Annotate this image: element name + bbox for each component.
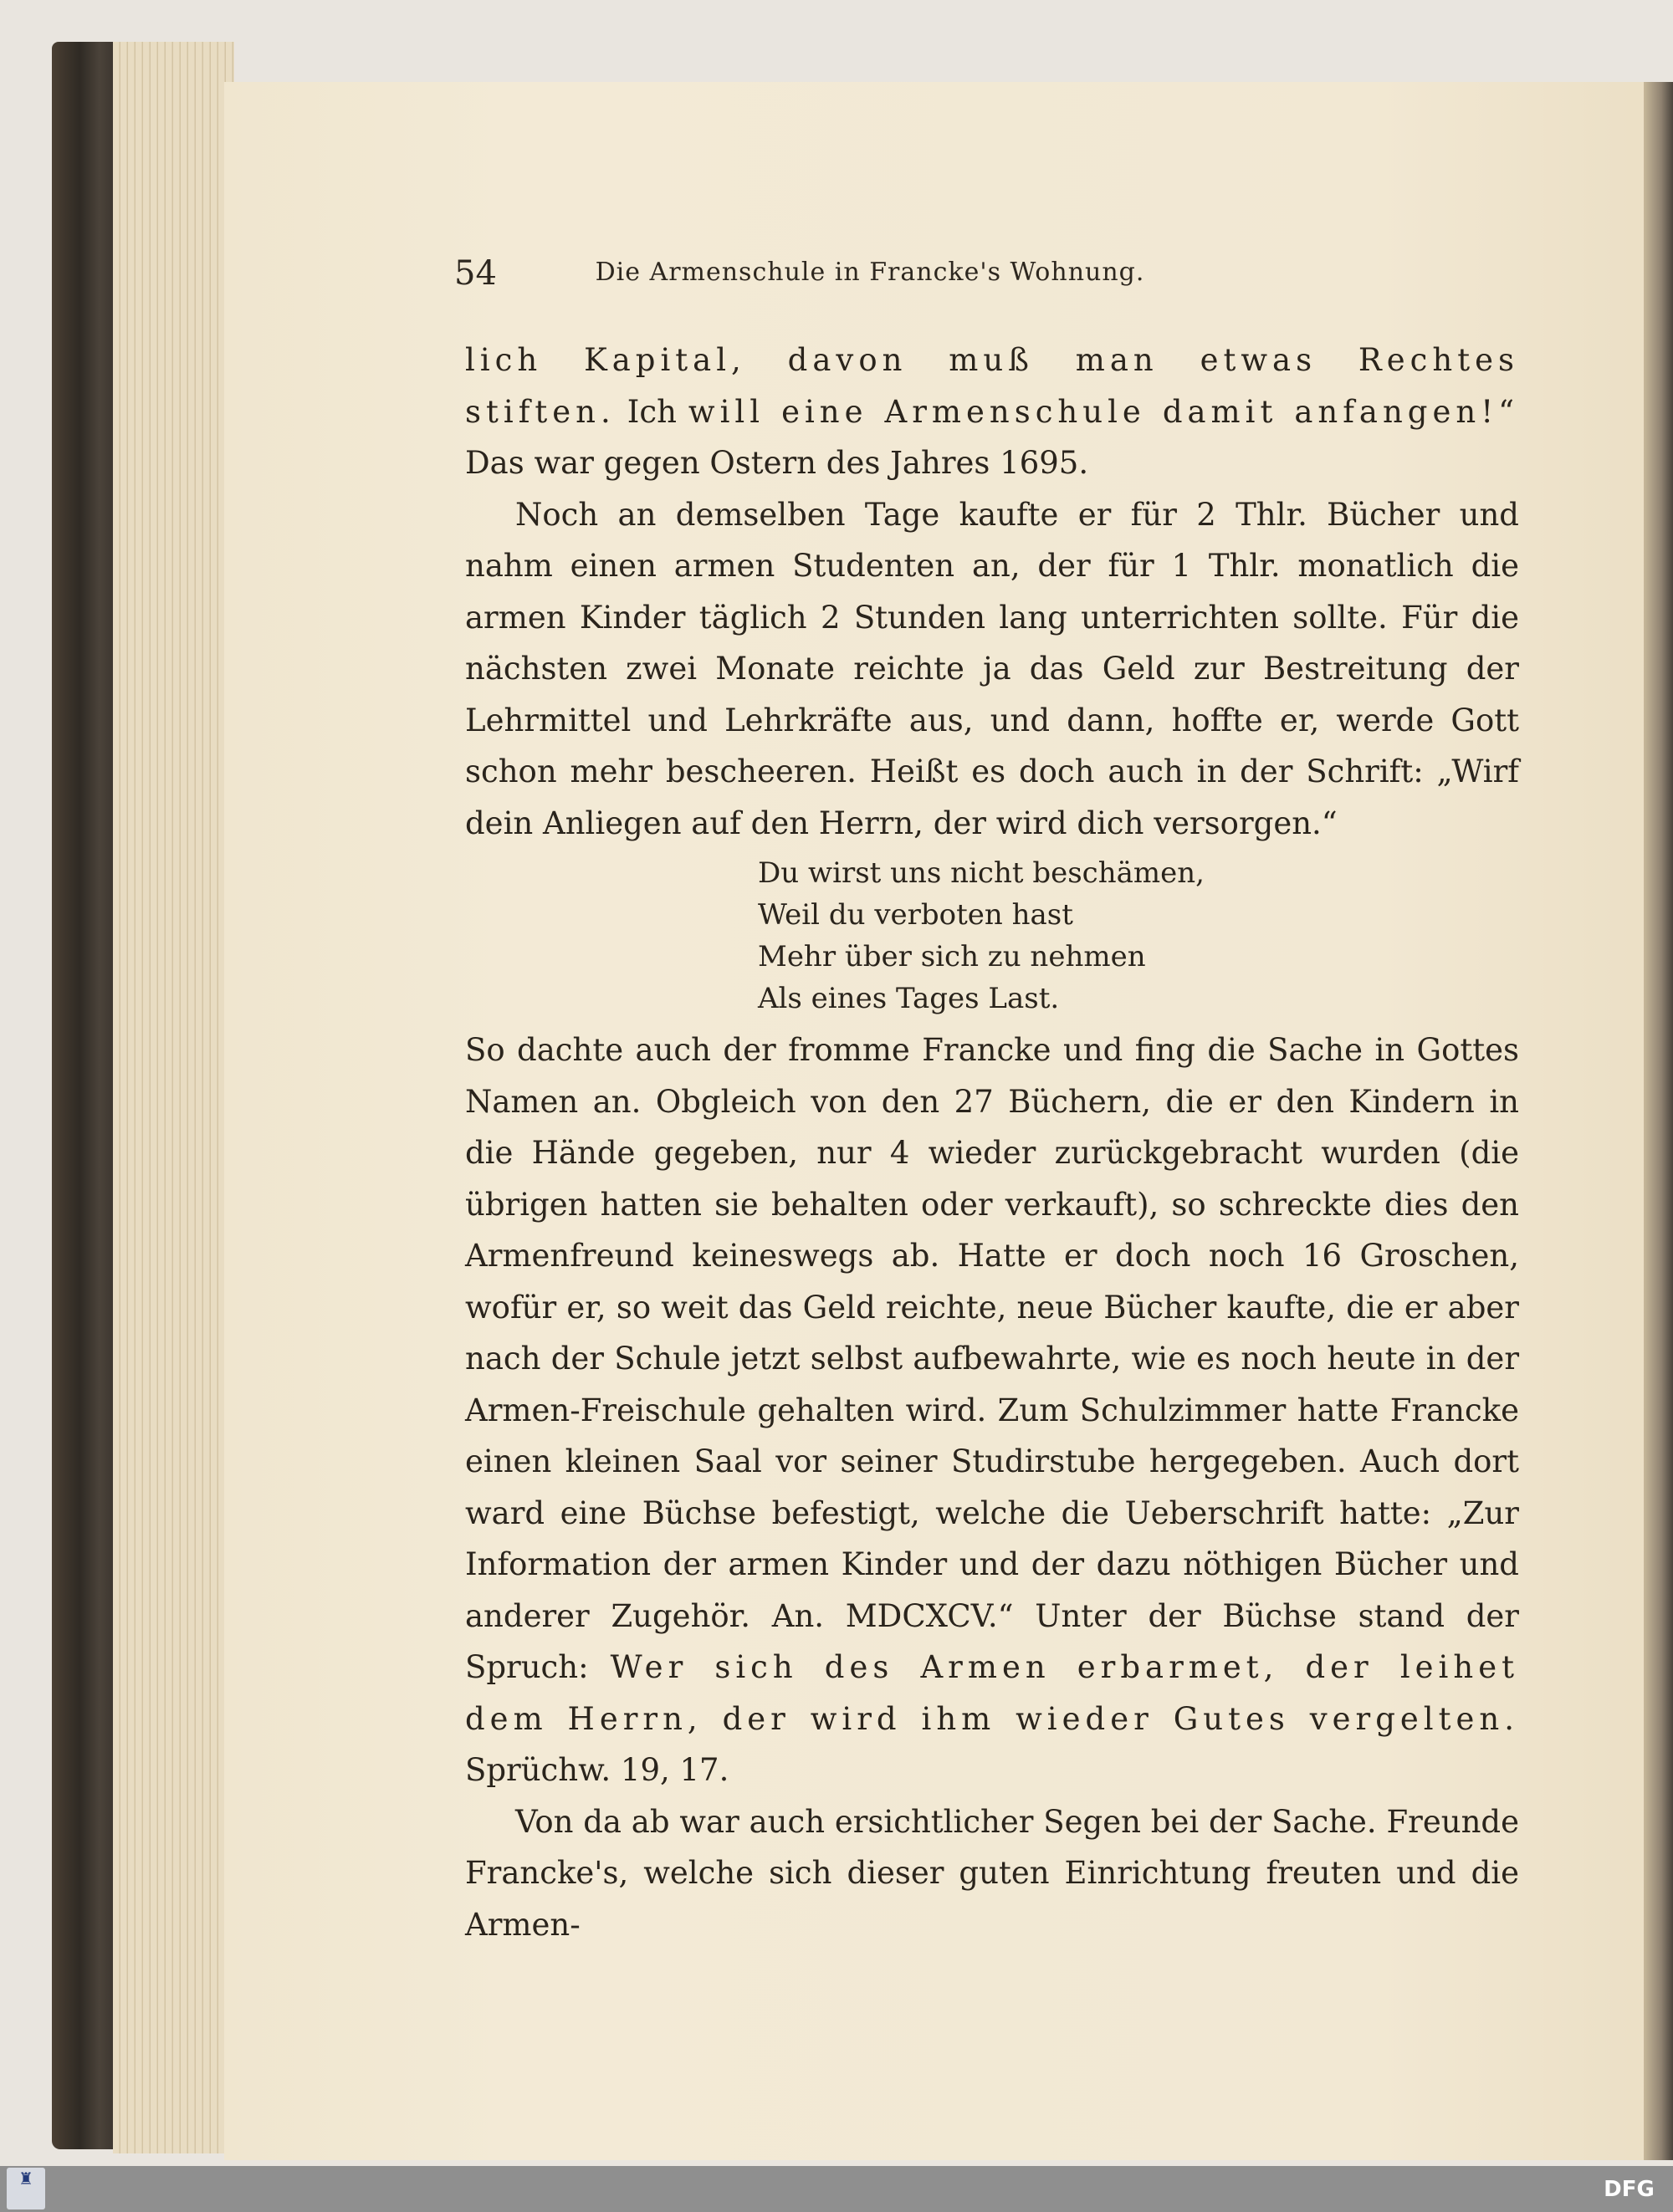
paragraph-3-text: So dachte auch der fromme Francke und fing die Sache in Gottes Namen an. Obgleich von den 27 Büchern, die er den Kindern in die Hände gegeben, nur 4 wieder zurückgebracht wurden (die übrigen hatten sie behalten oder verkauft), so schreckte dies den Armenfreund keineswegs ab. Hatte er doch noch 16 Groschen, wofür er, so weit das Geld reichte, neue Bücher kaufte, die er aber nach der Schule jetzt selbst aufbewahrte, wie es noch heute in der Armen-Freischule gehalten wird. Zum Schulzimmer hatte Francke einen kleinen Saal vor seiner Studirstube hergegeben. Auch dort ward eine Büchse befestigt, welche die Ueberschrift hatte: „Zur Information der armen Kinder und der dazu nöthigen Bücher und anderer Zugehör. An. MDCXCV.“ Unter der Büchse stand der Spruch: <box>465 1032 1519 1685</box>
library-logo-icon: ♜ <box>18 2169 33 2189</box>
poem-line: Als eines Tages Last. <box>758 982 1060 1015</box>
running-title: Die Armenschule in Francke's Wohnung. <box>595 258 1145 287</box>
paragraph-4: Von da ab war auch ersichtlicher Segen bei der Sache. Freunde Francke's, welche sich dieser guten Einrichtung freuten und die Armen- <box>465 1803 1519 1943</box>
paragraph-1-text-b: Das war gegen Ostern des Jahres 1695. <box>465 445 1089 481</box>
poem-quote <box>758 849 1519 1024</box>
dfg-logo: DFG <box>1604 2177 1655 2202</box>
poem-line: Du wirst uns nicht beschämen, <box>758 856 1205 890</box>
spaced-emphasis-2: will eine Armenschule damit anfangen!“ <box>688 393 1519 430</box>
spaced-emphasis-1: lich Kapital, davon muß man etwas Rechtes stiften. <box>465 342 1519 430</box>
book-gutter <box>1644 82 1673 2160</box>
paragraph-1 <box>465 335 1519 489</box>
paragraph-2: Noch an demselben Tage kaufte er für 2 Thlr. Bücher und nahm einen armen Studenten an, der für 1 Thlr. monatlich die armen Kinder täglich 2 Stunden lang unterrichten sollte. Für die nächsten zwei Monate reichte ja das Geld zur Bestreitung der Lehrmittel und Lehrkräfte aus, und dann, hoffte er, werde Gott schon mehr bescheeren. Heißt es doch auch in der Schrift: „Wirf dein Anliegen auf den Herrn, der wird dich versorgen.“ <box>465 496 1519 841</box>
library-logo <box>7 2168 45 2209</box>
poem-line: Mehr über sich zu nehmen <box>758 940 1146 973</box>
poem-line: Weil du verboten hast <box>758 898 1073 932</box>
page-edges <box>113 42 234 2153</box>
main-text <box>465 335 1519 1950</box>
paragraph-1-text-a: Ich <box>615 393 677 430</box>
paragraph-3 <box>465 1024 1519 1796</box>
viewer-footer-bar <box>0 2166 1673 2212</box>
proverb-reference: Sprüchw. 19, 17. <box>465 1752 729 1788</box>
proverb-quote: Wer sich des Armen erbarmet, der leihet dem Herrn, der wird ihm wieder Gutes vergelten. <box>465 1649 1519 1737</box>
page-number: 54 <box>454 254 497 293</box>
